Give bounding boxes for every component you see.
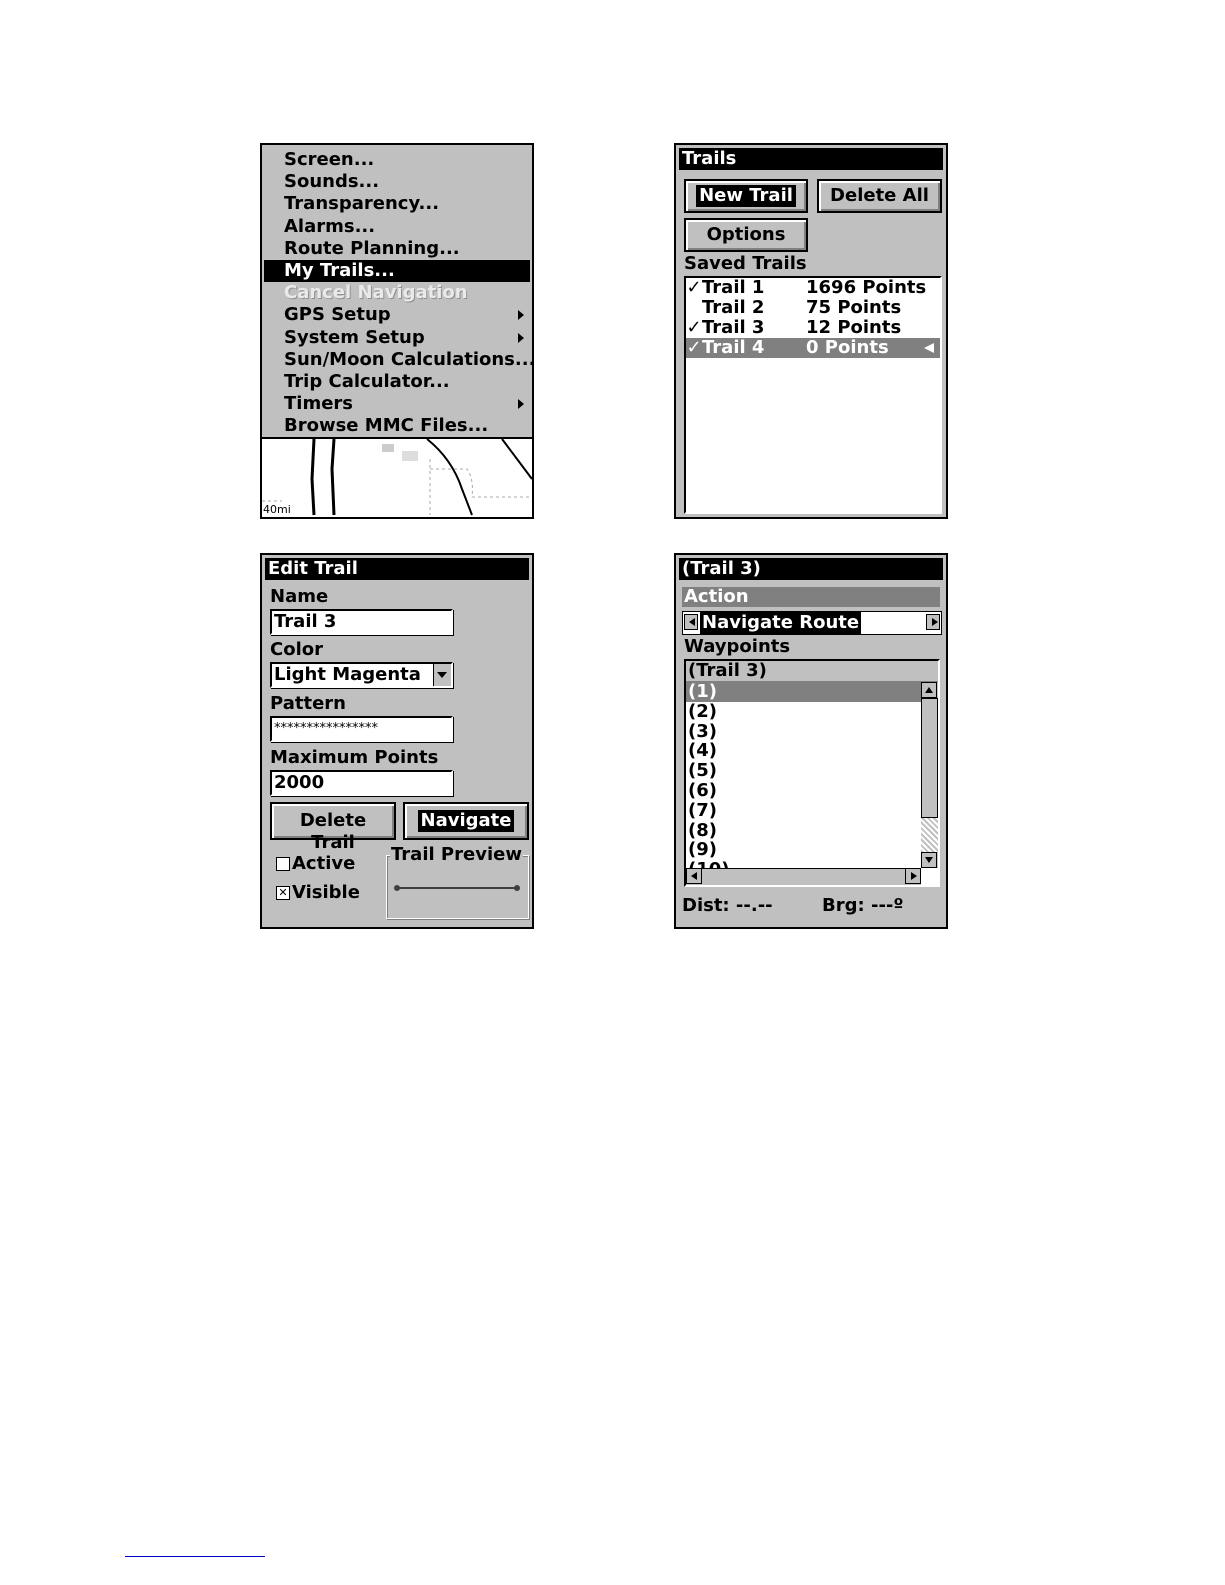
menu-item[interactable] (264, 171, 530, 193)
visible-checkbox[interactable] (276, 882, 360, 904)
menu-item[interactable] (264, 238, 530, 260)
action-selector[interactable] (682, 611, 942, 635)
active-checkbox-box[interactable] (276, 857, 290, 871)
delete-trail-button[interactable] (270, 802, 396, 853)
waypoint-row[interactable]: (5) (688, 760, 717, 782)
menu-item-label: Sun/Moon Calculations... (284, 348, 536, 370)
menu-item-label: My Trails... (284, 260, 395, 281)
new-trail-label: New Trail (696, 185, 796, 207)
menu-item-label: Route Planning... (284, 237, 460, 259)
waypoint-row[interactable]: (9) (688, 839, 717, 861)
map-scale-label: 40mi (263, 503, 291, 516)
menu-item[interactable] (264, 149, 530, 171)
options-button[interactable] (684, 218, 808, 252)
menu-item-label: Cancel Navigation (284, 282, 468, 304)
trail-points: 12 Points (806, 317, 902, 338)
delete-all-button[interactable] (817, 179, 942, 213)
visible-label: Visible (292, 882, 360, 903)
waypoint-row[interactable]: (3) (688, 720, 717, 742)
menu-item-label: Trip Calculator... (284, 371, 450, 392)
distance-readout (682, 895, 773, 917)
name-label: Name (270, 586, 329, 607)
action-prev-arrow-icon[interactable] (684, 614, 698, 630)
saved-trails-label: Saved Trails (684, 253, 807, 274)
trail-points: 0 Points (806, 337, 889, 358)
menu-item-label: Screen... (284, 149, 375, 170)
dist-label: Dist: (682, 895, 730, 916)
menu-item-label: Transparency... (284, 193, 440, 215)
waypoint-row[interactable]: (2) (688, 700, 717, 722)
dropdown-arrow-icon[interactable] (433, 664, 451, 686)
navigate-label: Navigate (418, 810, 515, 832)
menu-item[interactable] (264, 393, 530, 415)
checkmark-icon: ✓ (686, 317, 702, 338)
trails-title: Trails (679, 148, 943, 170)
action-label: Action (682, 587, 940, 607)
edit-trail-screen (260, 553, 534, 929)
trail-name: Trail 2 (702, 297, 765, 318)
menu-item[interactable] (264, 260, 530, 282)
navigate-button[interactable] (403, 802, 529, 840)
trail-name: Trail 1 (702, 277, 765, 298)
edit-trail-title: Edit Trail (265, 558, 529, 580)
map-view[interactable] (262, 437, 532, 517)
scroll-thumb[interactable] (921, 698, 938, 818)
trail-name: Trail 3 (702, 317, 765, 338)
trail-name: Trail 4 (702, 337, 765, 358)
menu-item[interactable] (264, 304, 530, 326)
main-menu-screen (260, 143, 534, 519)
map-graphic (262, 439, 532, 515)
dist-value: --.-- (735, 895, 773, 916)
color-select[interactable] (270, 662, 453, 688)
scroll-track (921, 818, 938, 852)
submenu-arrow-icon (518, 310, 524, 320)
trail-points: 75 Points (806, 297, 902, 318)
action-next-arrow-icon[interactable] (926, 614, 940, 630)
color-label: Color (270, 639, 323, 660)
delete-all-label: Delete All (830, 185, 929, 206)
menu-item (264, 282, 530, 304)
waypoints-label: Waypoints (684, 636, 791, 657)
checkmark-icon: ✓ (686, 337, 702, 358)
active-label: Active (292, 853, 356, 874)
h-scroll-track (702, 868, 905, 885)
menu-item[interactable] (264, 415, 530, 437)
scroll-up-arrow-icon[interactable] (921, 682, 937, 698)
menu-item[interactable] (264, 216, 530, 238)
trail-route-screen (674, 553, 948, 929)
pattern-label: Pattern (270, 693, 346, 714)
trail-points: 1696 Points (806, 277, 927, 298)
active-checkbox[interactable] (276, 853, 355, 875)
trail-preview-label: Trail Preview (391, 844, 522, 865)
scroll-left-arrow-icon[interactable] (686, 868, 702, 884)
options-label: Options (706, 224, 786, 245)
menu-item-label: Sounds... (284, 171, 380, 193)
name-field[interactable]: Trail 3 (270, 609, 453, 635)
waypoint-row[interactable]: (1) (686, 682, 921, 702)
bearing-readout (822, 895, 904, 917)
scroll-down-arrow-icon[interactable] (921, 852, 937, 868)
horizontal-scrollbar[interactable] (686, 868, 921, 885)
new-trail-button[interactable] (684, 179, 808, 213)
vertical-scrollbar[interactable] (921, 682, 938, 868)
waypoint-row[interactable]: (4) (688, 740, 717, 762)
submenu-arrow-icon (518, 333, 524, 343)
trail-row[interactable] (686, 298, 940, 318)
trail-row[interactable] (686, 338, 940, 358)
route-title: (Trail 3) (679, 558, 943, 580)
delete-trail-label: Delete Trail (299, 810, 367, 853)
color-value: Light Magenta (274, 664, 421, 685)
waypoint-row[interactable]: (6) (688, 780, 717, 801)
waypoint-row[interactable]: (8) (688, 819, 717, 841)
menu-item-label: System Setup (284, 326, 425, 348)
menu-item-label: Alarms... (284, 215, 376, 237)
menu-item-label: GPS Setup (284, 304, 391, 326)
menu-item-label: Browse MMC Files... (284, 415, 489, 437)
menu-item[interactable] (264, 371, 530, 393)
trail-row[interactable] (686, 278, 940, 298)
max-points-field[interactable]: 2000 (270, 770, 453, 796)
menu-item[interactable] (264, 327, 530, 349)
pointer-arrow-icon (924, 343, 934, 353)
scroll-right-arrow-icon[interactable] (905, 868, 921, 884)
waypoints-list-header: (Trail 3) (686, 661, 938, 682)
submenu-arrow-icon (518, 399, 524, 409)
pattern-field[interactable]: **************** (270, 716, 453, 742)
brg-value: ---º (870, 895, 904, 916)
brg-label: Brg: (822, 895, 865, 916)
waypoints-list[interactable] (684, 659, 940, 887)
trails-screen (674, 143, 948, 519)
footnote-rule (125, 1556, 265, 1557)
trail-row[interactable] (686, 318, 940, 338)
action-value: Navigate Route (702, 612, 860, 633)
waypoint-row[interactable]: (7) (688, 799, 717, 821)
max-points-label: Maximum Points (270, 747, 439, 768)
visible-checkbox-box[interactable]: ✕ (276, 886, 290, 900)
menu-item-label: Timers (284, 393, 354, 415)
menu-item[interactable] (264, 193, 530, 215)
menu-item[interactable] (264, 348, 536, 371)
saved-trails-list[interactable] (684, 276, 942, 514)
checkmark-icon: ✓ (686, 277, 702, 298)
